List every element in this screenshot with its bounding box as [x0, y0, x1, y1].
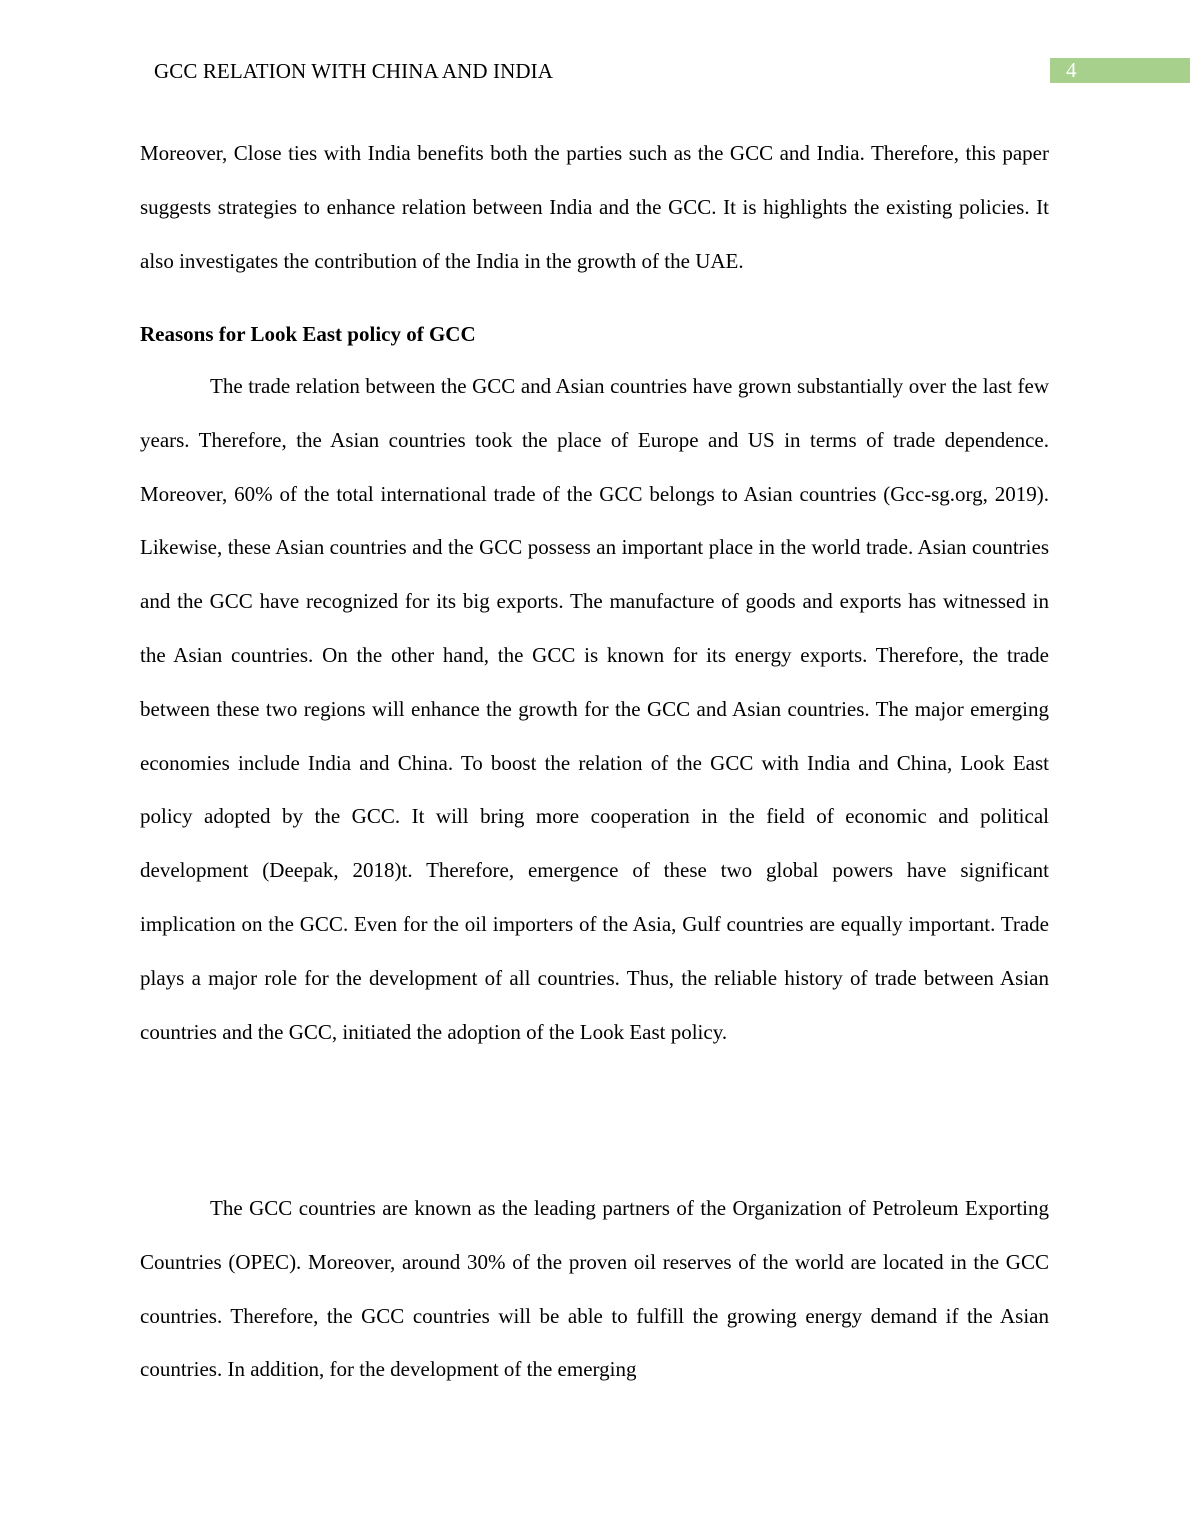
paragraph: The trade relation between the GCC and Asian countries have grown substantially over the last few years. Therefore, the Asian countries took the place of Europe and US in terms of trade dependence. Moreover, 60% of the total international trade of the GCC belongs to Asian countries (Gcc-sg.org, 2019). Likewise, these Asian countries and the GCC possess an important place in the world trade. Asian countries and the GCC have recognized for its big exports. The manufacture of goods and exports has witnessed in the Asian countries. On the other hand, the GCC is known for its energy exports. Therefore, the trade between these two regions will enhance the growth for the GCC and Asian countries. The major emerging economies include India and China. To boost the relation of the GCC with India and China, Look East policy adopted by the GCC. It will bring more cooperation in the field of economic and political development (Deepak, 2018)t. Therefore, emergence of these two global powers have significant implication on the GCC. Even for the oil importers of the Asia, Gulf countries are equally important. Trade plays a major role for the development of all countries. Thus, the reliable history of trade between Asian countries and the GCC, initiated the adoption of the Look East policy. — [140, 374, 1049, 1044]
section-heading: Reasons for Look East policy of GCC — [140, 322, 476, 346]
header-title: GCC RELATION WITH CHINA AND INDIA — [154, 59, 553, 83]
paragraph: The GCC countries are known as the leading partners of the Organization of Petroleum Exporting Countries (OPEC). Moreover, around 30% of the proven oil reserves of the world are located in the GCC countries. Therefore, the GCC countries will be able to fulfill the growing energy demand if the Asian countries. In addition, for the development of the emerging — [140, 1196, 1049, 1382]
page-number: 4 — [1066, 58, 1077, 82]
page-number-badge — [1050, 58, 1190, 83]
paragraph: Moreover, Close ties with India benefits both the parties such as the GCC and India. Therefore, this paper suggests strategies to enhance relation between India and the GCC. It is highlights the existing policies. It also investigates the contribution of the India in the growth of the UAE. — [140, 141, 1049, 273]
